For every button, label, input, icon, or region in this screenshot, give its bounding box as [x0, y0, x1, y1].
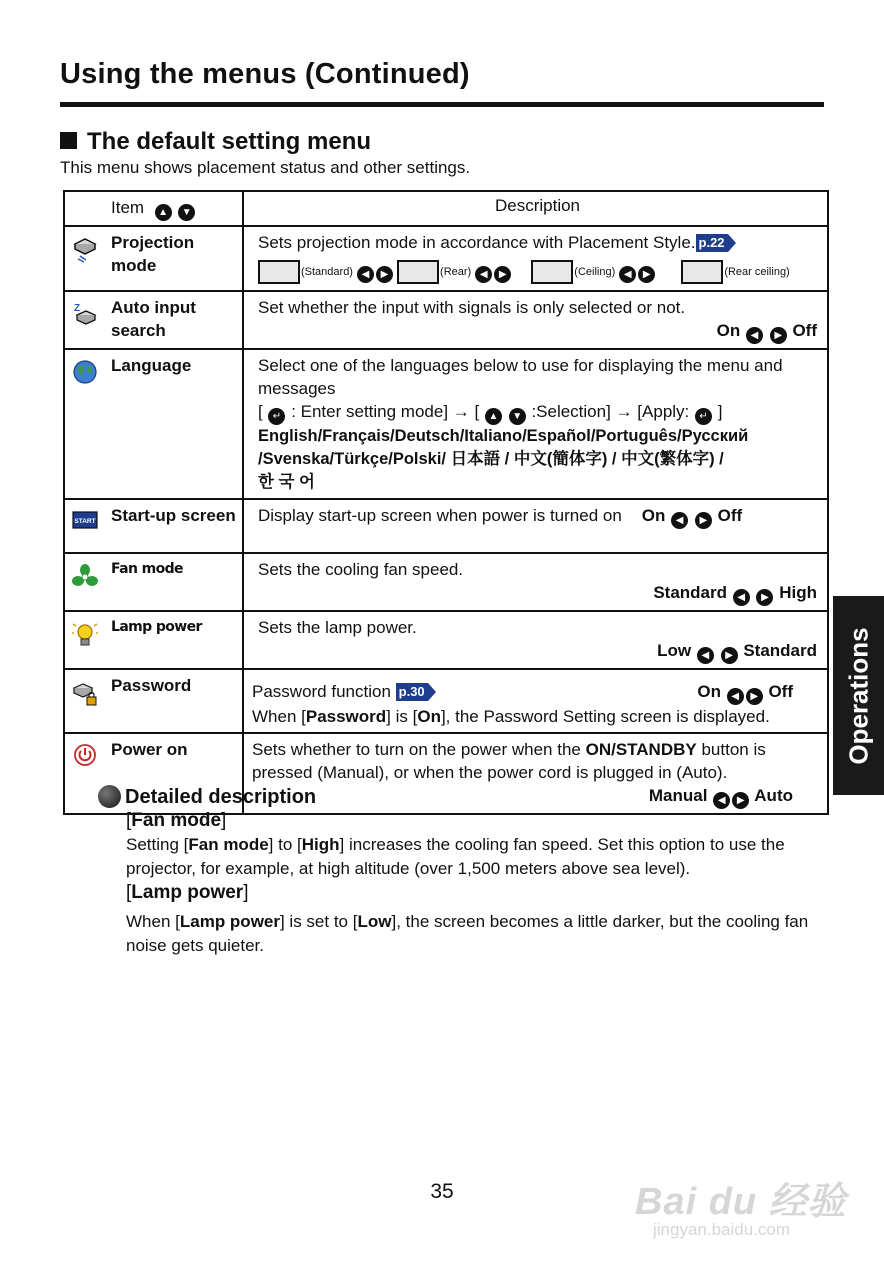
- svg-text:Z: Z: [74, 303, 81, 314]
- ceiling-mode-icon: [531, 260, 573, 284]
- fan-mode-detail-title: [Fan mode]: [126, 810, 227, 831]
- settings-table: [63, 190, 829, 815]
- square-bullet-icon: [60, 132, 77, 149]
- left-button-icon: ◀: [619, 266, 636, 283]
- start-icon-text: START: [74, 518, 96, 525]
- option-toggle: Low ◀ ▶ Standard: [258, 639, 817, 664]
- language-list: English/Français/Deutsch/Italiano/Español/Português/Русский: [258, 427, 749, 445]
- table-row: [64, 226, 828, 291]
- right-button-icon: ▶: [376, 266, 393, 283]
- row-name: Projection mode: [105, 226, 243, 291]
- lamp-power-detail-title: [Lamp power]: [126, 882, 249, 903]
- table-row: [64, 349, 828, 499]
- down-button-icon: ▼: [178, 204, 195, 221]
- right-button-icon: ▶: [756, 589, 773, 606]
- auto-input-search-icon: [72, 301, 98, 329]
- right-button-icon: ▶: [494, 266, 511, 283]
- row-name: Password: [105, 669, 243, 733]
- right-button-icon: ▶: [770, 327, 787, 344]
- option-toggle: On ◀ ▶ Off: [697, 680, 793, 705]
- row-name: Auto input search: [105, 291, 243, 349]
- password-icon: [72, 679, 98, 707]
- table-row: START Start-up screen Display start-up screen when power is turned on On ◀ ▶ Off: [64, 499, 828, 553]
- option-toggle: Standard ◀ ▶ High: [258, 581, 817, 606]
- page-number: 35: [430, 1180, 454, 1203]
- fan-mode-detail-text: Setting [Fan mode] to [High] increases the cooling fan speed. Set this option to use the projector, for example, at high altitude (over 1,500 meters above sea level).: [126, 835, 785, 878]
- globe-icon: [72, 359, 98, 385]
- right-button-icon: ▶: [746, 688, 763, 705]
- section-heading: [60, 128, 371, 156]
- up-button-icon: ▲: [485, 408, 502, 425]
- enter-button-icon: ↵: [268, 408, 285, 425]
- header-description: Description: [243, 191, 828, 226]
- right-button-icon: ▶: [695, 512, 712, 529]
- row-name: Start-up screen: [105, 499, 243, 553]
- rear-ceiling-mode-icon: [681, 260, 723, 284]
- page-ref-link[interactable]: p.22: [696, 234, 728, 252]
- down-button-icon: ▼: [509, 408, 526, 425]
- table-row: [64, 553, 828, 611]
- power-icon: [73, 743, 97, 767]
- row-name: Language: [105, 349, 243, 499]
- right-button-icon: ▶: [721, 647, 738, 664]
- table-row: [64, 291, 828, 349]
- row-description: Sets whether to turn on the power when the ON/STANDBY button is pressed (Manual), or when the power cord is plugged in (Auto).: [252, 740, 766, 782]
- round-bullet-icon: [98, 785, 121, 808]
- left-button-icon: ◀: [357, 266, 374, 283]
- left-button-icon: ◀: [746, 327, 763, 344]
- right-button-icon: ▶: [638, 266, 655, 283]
- table-row: [64, 611, 828, 669]
- language-list: 한 국 어: [258, 473, 315, 491]
- left-button-icon: ◀: [727, 688, 744, 705]
- table-header-row: [64, 191, 828, 226]
- left-button-icon: ◀: [671, 512, 688, 529]
- enter-button-icon: ↵: [695, 408, 712, 425]
- row-name: Power on: [105, 733, 243, 814]
- header-item: Item ▲ ▼: [105, 191, 243, 226]
- page-title: Using the menus (Continued): [60, 58, 470, 90]
- left-button-icon: ◀: [475, 266, 492, 283]
- right-button-icon: ▶: [732, 792, 749, 809]
- arrow-icon: →: [615, 402, 633, 421]
- option-toggle: On ◀ ▶ Off: [258, 319, 817, 344]
- row-description: Set whether the input with signals is only selected or not.: [258, 298, 686, 317]
- start-icon: [72, 509, 98, 531]
- row-description: Sets the lamp power.: [258, 618, 417, 637]
- intro-text: This menu shows placement status and other settings.: [60, 158, 471, 177]
- row-name: Lamp power: [105, 611, 243, 669]
- lamp-power-detail-text: When [Lamp power] is set to [Low], the screen becomes a little darker, but the cooling fan noise gets quieter.: [126, 912, 809, 955]
- operations-side-tab: Operations: [833, 596, 884, 795]
- fan-icon: [71, 563, 99, 591]
- row-description: Display start-up screen when power is turned on: [258, 506, 622, 525]
- standard-mode-icon: [258, 260, 300, 284]
- password-note: When [Password] is [On], the Password Setting screen is displayed.: [252, 707, 770, 726]
- arrow-icon: →: [452, 402, 470, 421]
- page-ref-link[interactable]: p.30: [396, 683, 428, 701]
- option-toggle: Manual ◀ ▶ Auto: [252, 784, 817, 809]
- row-description: Sets projection mode in accordance with Placement Style.: [258, 233, 696, 252]
- language-instructions: [ ↵ : Enter setting mode] → [ ▲ ▼ :Selection] → [Apply: ↵ ]: [258, 400, 817, 425]
- section-heading-text: The default setting menu: [87, 128, 372, 155]
- baidu-watermark: Bai du 经验 jingyan.baidu.com: [635, 1181, 847, 1239]
- up-button-icon: ▲: [155, 204, 172, 221]
- projection-mode-icon: [72, 236, 98, 264]
- row-name: Fan mode: [105, 553, 243, 611]
- table-row: [64, 669, 828, 733]
- rear-mode-icon: [397, 260, 439, 284]
- left-button-icon: ◀: [733, 589, 750, 606]
- left-button-icon: ◀: [713, 792, 730, 809]
- projection-mode-options: (Standard) ◀ ▶ (Rear) ◀ ▶ (Ceiling) ◀ ▶ (Rear ceiling): [258, 260, 817, 284]
- detailed-description-heading: Detailed description: [98, 785, 316, 809]
- lamp-icon: [72, 621, 98, 649]
- language-list: /Svenska/Türkçe/Polski/ 日本語 / 中文(簡体字) / 中文(繁体字) /: [258, 450, 724, 468]
- row-description: Sets the cooling fan speed.: [258, 560, 464, 579]
- left-button-icon: ◀: [697, 647, 714, 664]
- row-description: Select one of the languages below to use for displaying the menu and messages: [258, 356, 783, 398]
- title-rule: [60, 102, 824, 107]
- row-description: Password function: [252, 682, 391, 701]
